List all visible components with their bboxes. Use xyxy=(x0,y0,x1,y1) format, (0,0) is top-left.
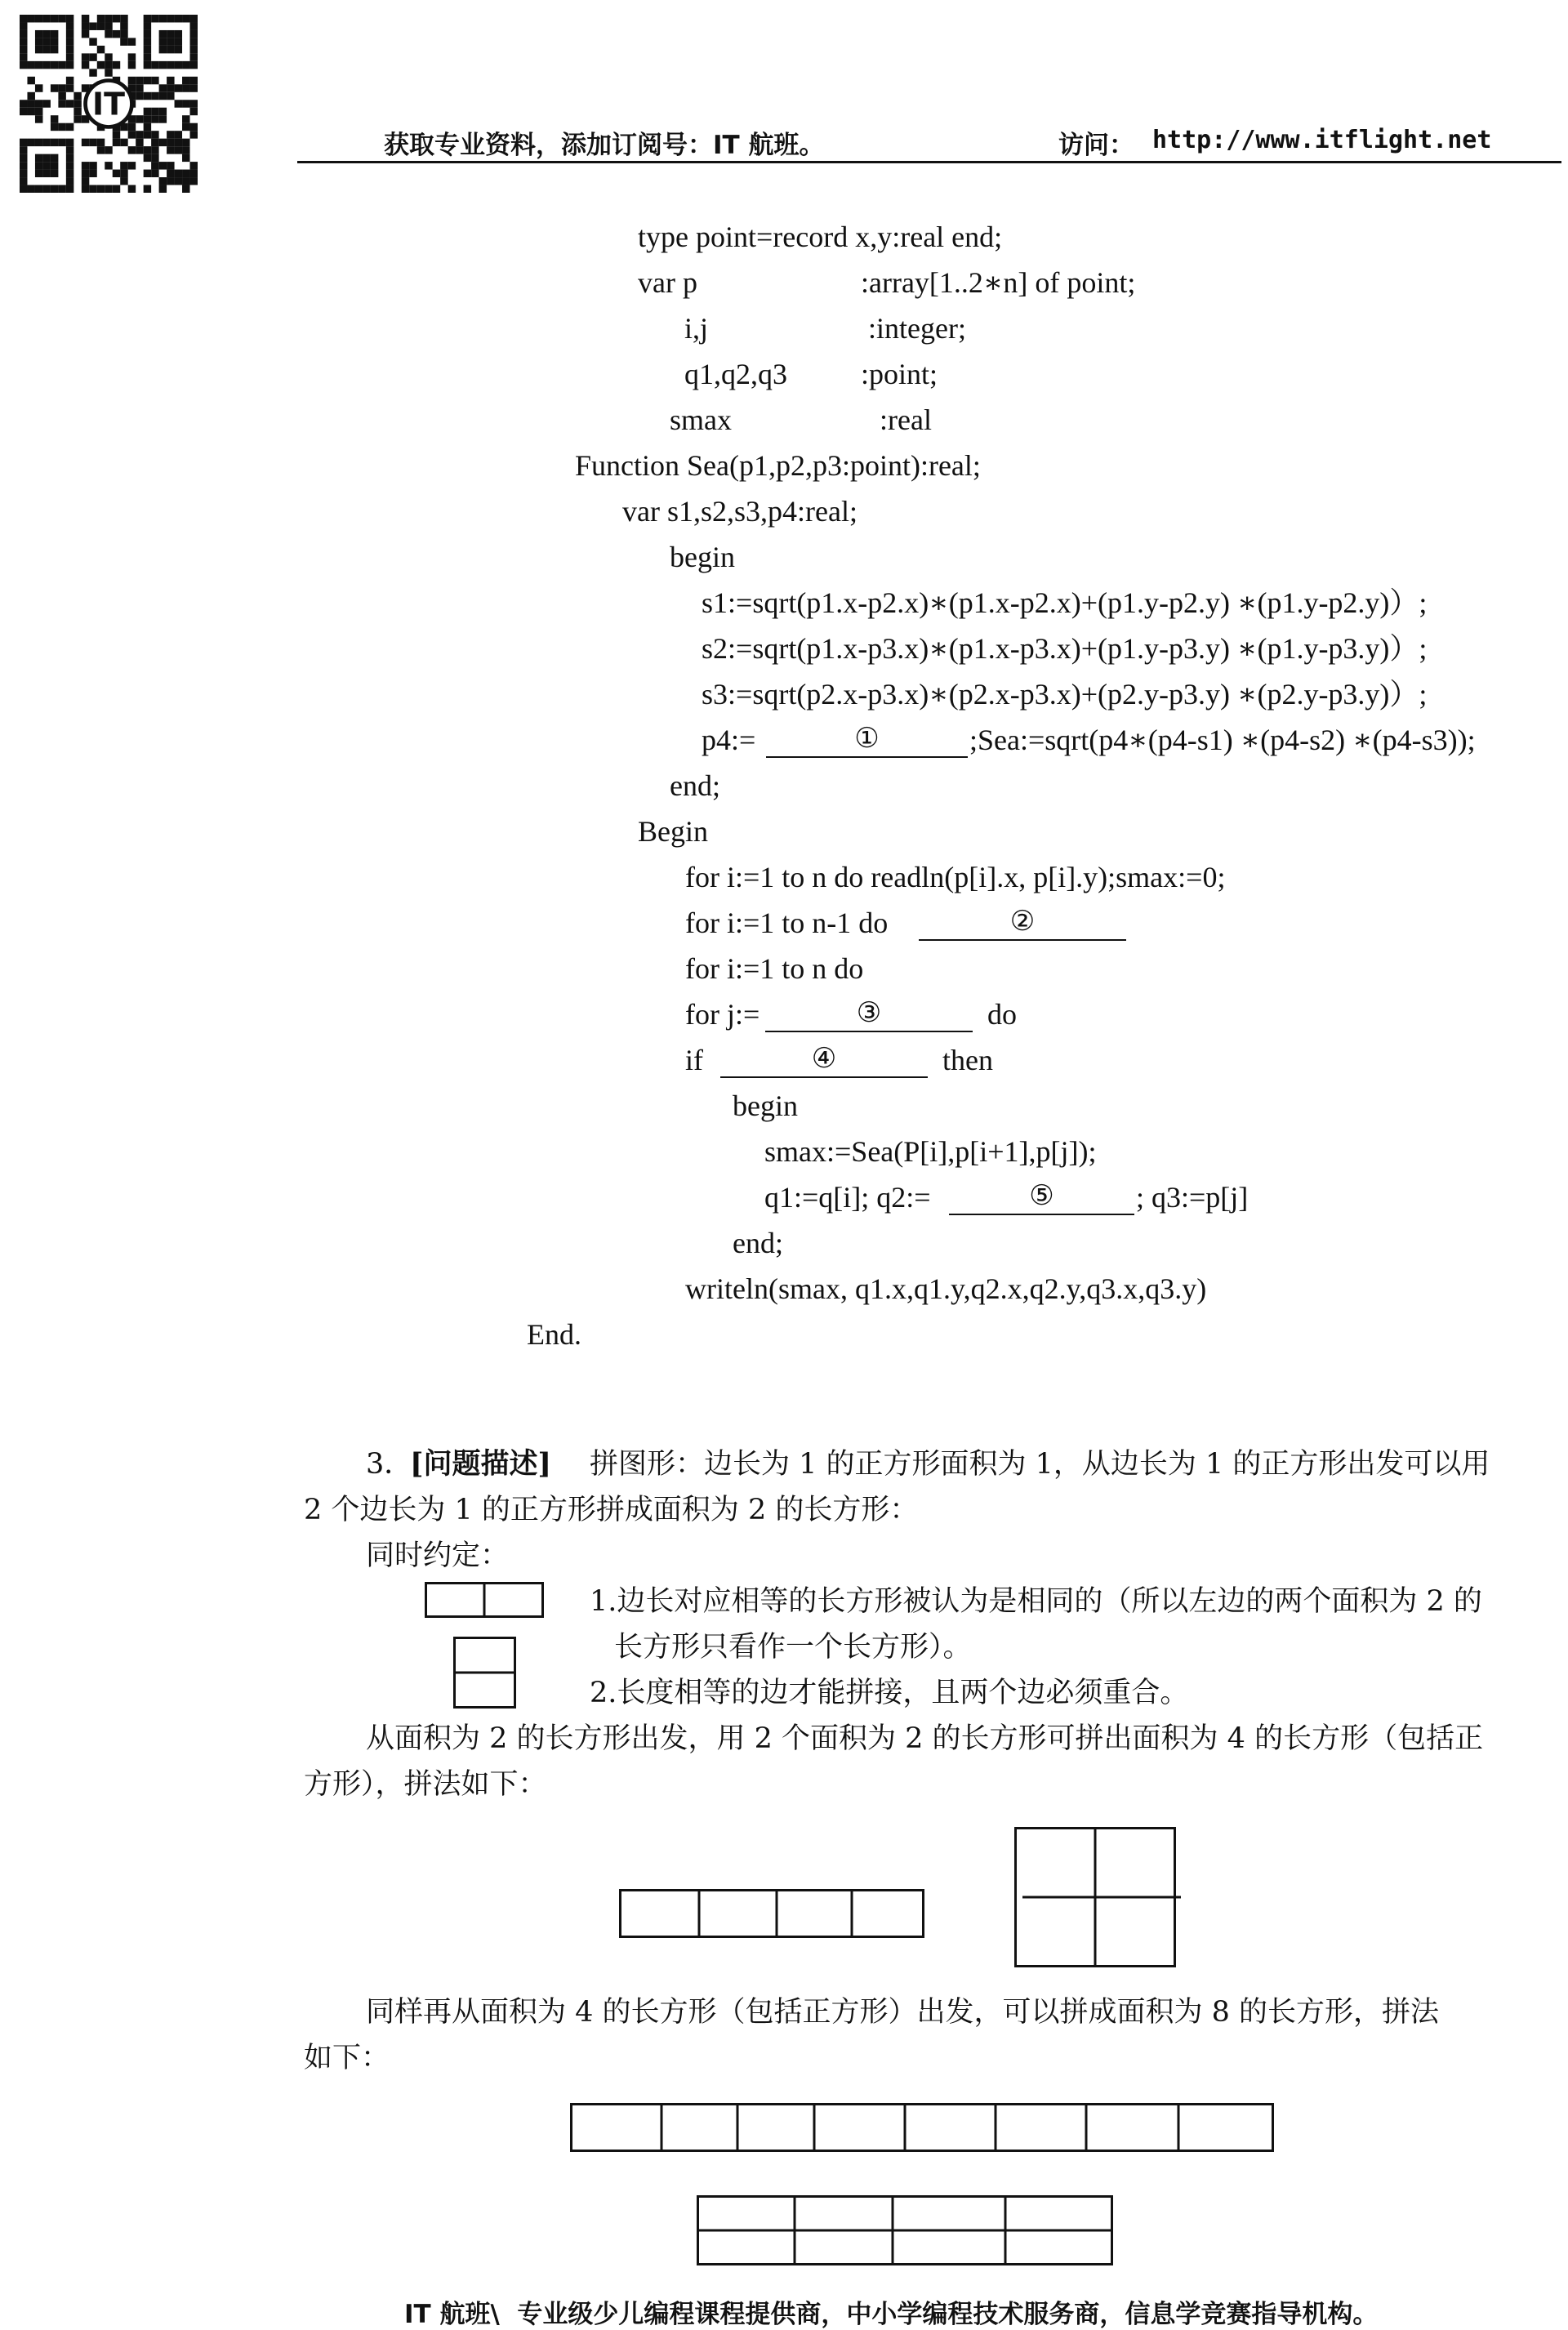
code-line: type point=record x,y:real end; xyxy=(638,221,1003,253)
code-line: i,j xyxy=(684,312,709,345)
code-line: q1,q2,q3 xyxy=(684,358,787,390)
code-line: do xyxy=(987,998,1017,1031)
code-line: end; xyxy=(733,1227,783,1259)
rule-text: 1.边长对应相等的长方形被认为是相同的（所以左边的两个面积为 2 的 xyxy=(590,1585,1482,1618)
code-line: then xyxy=(942,1044,993,1076)
figure-area2-vertical xyxy=(453,1637,516,1709)
problem-text: 拼图形：边长为 1 的正方形面积为 1，从边长为 1 的正方形出发可以用 xyxy=(590,1448,1490,1481)
header-visit-label: 访问： xyxy=(1058,131,1134,160)
code-line: smax xyxy=(670,403,732,436)
problem-number: 3． xyxy=(366,1448,413,1481)
code-line: var p xyxy=(638,266,697,299)
answer-blank-5[interactable]: ⑤ xyxy=(949,1179,1134,1215)
figure-area8-strip xyxy=(570,2103,1274,2152)
answer-blank-1[interactable]: ① xyxy=(766,722,968,758)
problem-text: 如下： xyxy=(304,2042,390,2074)
code-line: writeln(smax, q1.x,q1.y,q2.x,q2.y,q3.x,q3.y) xyxy=(685,1272,1207,1305)
code-line: :array[1..2∗n] of point; xyxy=(861,266,1136,299)
code-line: :point; xyxy=(861,358,938,390)
answer-blank-2[interactable]: ② xyxy=(919,905,1126,941)
code-line: for i:=1 to n do readln(p[i].x, p[i].y);smax:=0; xyxy=(685,861,1226,893)
problem-text: 同样再从面积为 4 的长方形（包括正方形）出发，可以拼成面积为 8 的长方形，拼法 xyxy=(366,1996,1440,2029)
code-line: p4:= xyxy=(702,724,756,756)
code-line: s3:=sqrt(p2.x-p3.x)∗(p2.x-p3.x)+(p2.y-p3.y) ∗(p2.y-p3.y)）; xyxy=(702,678,1428,711)
code-line: smax:=Sea(P[i],p[i+1],p[j]); xyxy=(764,1135,1097,1168)
code-line: s1:=sqrt(p1.x-p2.x)∗(p1.x-p2.x)+(p1.y-p2.y) ∗(p1.y-p2.y)）; xyxy=(702,586,1428,619)
figure-area2-horizontal xyxy=(425,1582,544,1618)
figure-area4-strip xyxy=(619,1889,924,1938)
answer-blank-3[interactable]: ③ xyxy=(765,996,973,1032)
figure-area8-grid xyxy=(697,2195,1113,2265)
code-line: s2:=sqrt(p1.x-p3.x)∗(p1.x-p3.x)+(p1.y-p3.y) ∗(p1.y-p3.y)）; xyxy=(702,632,1428,665)
code-line: Begin xyxy=(638,815,708,848)
header-url-link[interactable]: http://www.itflight.net xyxy=(1152,126,1492,154)
code-line: for i:=1 to n-1 do xyxy=(685,907,889,939)
code-line: :integer; xyxy=(868,312,966,345)
code-line: begin xyxy=(670,541,735,573)
rule-text: 2.长度相等的边才能拼接，且两个边必须重合。 xyxy=(590,1677,1189,1709)
code-line: end; xyxy=(670,769,720,802)
qr-logo-text: IT xyxy=(92,86,125,123)
answer-blank-4[interactable]: ④ xyxy=(720,1042,928,1078)
figure-area4-square xyxy=(1014,1827,1183,1967)
header-subscribe-text: 获取专业资料，添加订阅号：IT 航班。 xyxy=(384,131,825,160)
code-line: for j:= xyxy=(685,998,760,1031)
code-line: ;Sea:=sqrt(p4∗(p4-s1) ∗(p4-s2) ∗(p4-s3)); xyxy=(969,724,1476,756)
rule-text: 长方形只看作一个长方形）。 xyxy=(614,1631,972,1664)
code-line: begin xyxy=(733,1089,798,1122)
header-rule xyxy=(297,161,1561,163)
footer-text: IT 航班\ 专业级少儿编程课程提供商，中小学编程技术服务商，信息学竞赛指导机构。 xyxy=(404,2300,1379,2329)
code-line: ; q3:=p[j] xyxy=(1136,1181,1249,1214)
code-line: if xyxy=(685,1044,703,1076)
code-line: var s1,s2,s3,p4:real; xyxy=(622,495,858,528)
qr-code-image xyxy=(15,15,203,193)
problem-text: 2 个边长为 1 的正方形拼成面积为 2 的长方形： xyxy=(304,1494,919,1526)
problem-text: 同时约定： xyxy=(366,1539,510,1572)
code-line: End. xyxy=(527,1318,581,1351)
code-line: :real xyxy=(880,403,932,436)
code-line: for i:=1 to n do xyxy=(685,952,864,985)
code-line: Function Sea(p1,p2,p3:point):real; xyxy=(575,449,981,482)
problem-text: 方形），拼法如下： xyxy=(304,1768,547,1801)
problem-tag: [问题描述] xyxy=(410,1447,552,1481)
problem-text: 从面积为 2 的长方形出发，用 2 个面积为 2 的长方形可拼出面积为 4 的长方形（包括正 xyxy=(366,1722,1484,1755)
code-line: q1:=q[i]; q2:= xyxy=(764,1181,931,1214)
